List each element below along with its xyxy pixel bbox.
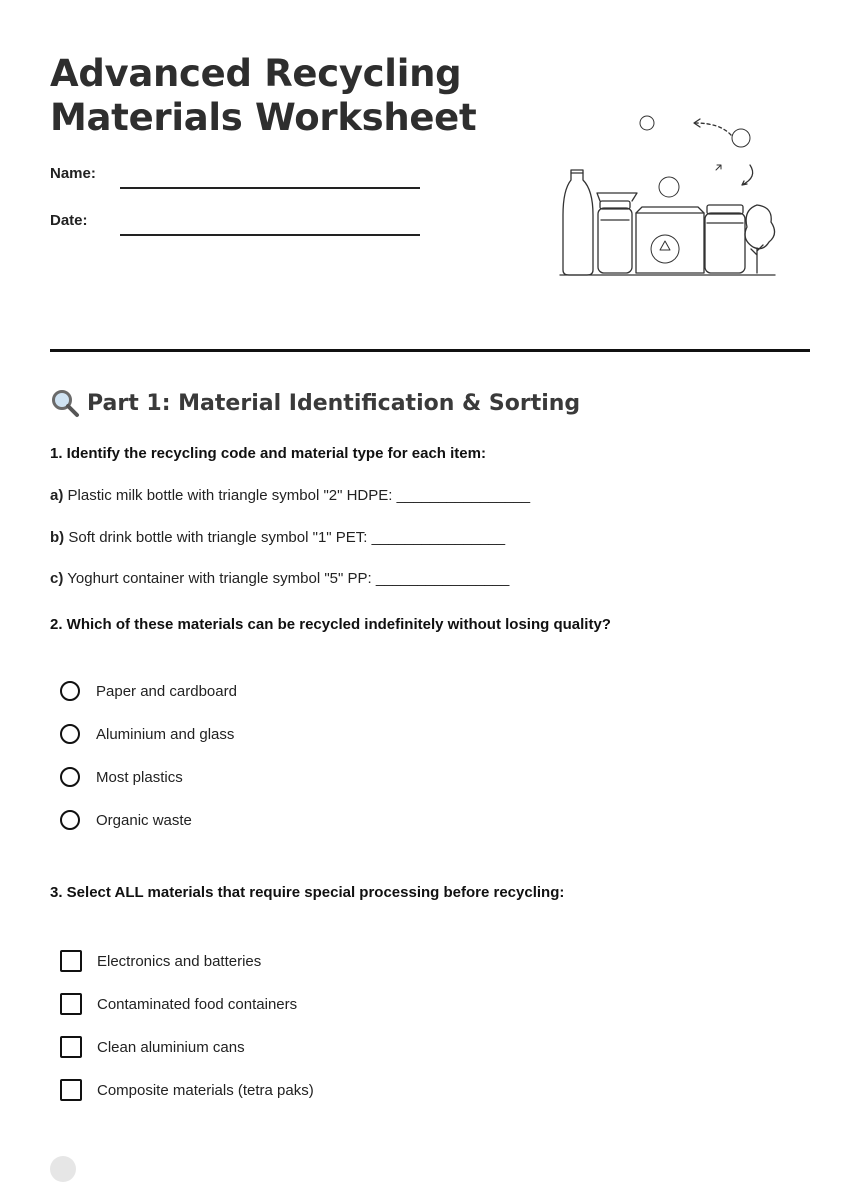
part1-title xyxy=(50,388,580,418)
option-label: Electronics and batteries xyxy=(97,952,262,970)
section-divider xyxy=(50,349,810,352)
recycling-containers-illustration xyxy=(545,105,785,280)
radio-button[interactable] xyxy=(60,724,80,744)
checkbox-option[interactable] xyxy=(60,950,261,972)
part1-title-text: Part 1: Material Identification & Sorting xyxy=(87,390,581,416)
option-label: Most plastics xyxy=(96,768,183,786)
next-section-icon xyxy=(50,1156,76,1182)
option-label: Aluminium and glass xyxy=(96,725,235,743)
question-2: 2. Which of these materials can be recycled indefinitely without losing quality? xyxy=(50,616,611,633)
option-label: Paper and cardboard xyxy=(96,682,237,700)
magnifying-glass-icon xyxy=(50,388,80,418)
radio-button[interactable] xyxy=(60,681,80,701)
option-label: Composite materials (tetra paks) xyxy=(97,1081,314,1099)
subquestion-text: Soft drink bottle with triangle symbol "1" PET: ________________ xyxy=(68,529,506,546)
subquestion-text: Yoghurt container with triangle symbol "5" PP: ________________ xyxy=(67,570,510,587)
option-label: Organic waste xyxy=(96,811,192,829)
option-label: Contaminated food containers xyxy=(97,995,298,1013)
subquestion-text: Plastic milk bottle with triangle symbol "2" HDPE: ________________ xyxy=(67,487,531,504)
title-line-1: Advanced Recycling xyxy=(50,52,462,95)
subquestion-letter: b) xyxy=(50,529,65,546)
title-line-2: Materials Worksheet xyxy=(50,96,477,139)
name-field[interactable] xyxy=(120,187,420,189)
name-label: Name: xyxy=(50,165,96,182)
date-label: Date: xyxy=(50,212,88,229)
question-1: 1. Identify the recycling code and material type for each item: xyxy=(50,445,486,462)
checkbox[interactable] xyxy=(60,950,82,972)
worksheet-title xyxy=(50,52,476,140)
date-field[interactable] xyxy=(120,234,420,236)
subquestion-letter: a) xyxy=(50,487,64,504)
question-3: 3. Select ALL materials that require special processing before recycling: xyxy=(50,884,565,901)
subquestion-letter: c) xyxy=(50,570,64,587)
radio-option[interactable] xyxy=(60,810,192,830)
subquestion-a xyxy=(50,487,530,504)
checkbox-option[interactable] xyxy=(60,1079,314,1101)
subquestion-b xyxy=(50,529,505,546)
checkbox[interactable] xyxy=(60,1036,82,1058)
radio-option[interactable] xyxy=(60,681,237,701)
checkbox-option[interactable] xyxy=(60,993,297,1015)
checkbox[interactable] xyxy=(60,993,82,1015)
radio-button[interactable] xyxy=(60,767,80,787)
checkbox[interactable] xyxy=(60,1079,82,1101)
radio-option[interactable] xyxy=(60,724,234,744)
option-label: Clean aluminium cans xyxy=(97,1038,245,1056)
radio-option[interactable] xyxy=(60,767,183,787)
subquestion-c xyxy=(50,570,509,587)
radio-button[interactable] xyxy=(60,810,80,830)
checkbox-option[interactable] xyxy=(60,1036,245,1058)
